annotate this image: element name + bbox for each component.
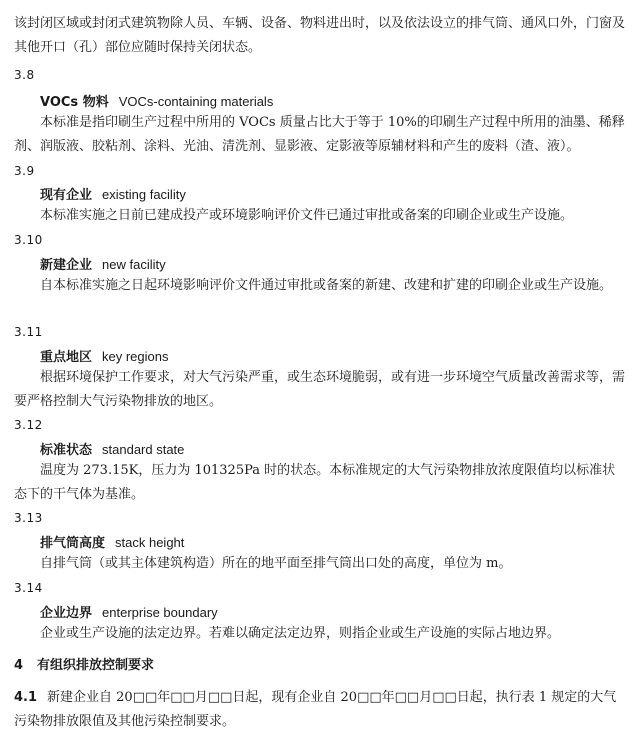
term-zh: VOCs 物料 [40,95,109,110]
term-en: standard state [102,442,185,457]
chapter-number: 4 [14,658,24,673]
term-zh: 企业边界 [40,606,93,621]
term-zh: 重点地区 [40,350,93,365]
term-definition: 企业或生产设施的法定边界。若难以确定法定边界，则指企业或生产设施的实际占地边界。 [40,626,561,641]
section-number: 3.14 [14,581,43,595]
term-zh: 现有企业 [40,188,93,203]
section-number: 3.9 [14,164,35,178]
section-number: 3.10 [14,233,43,247]
term-definition: 温度为 273.15K，压力为 101325Pa 时的状态。本标准规定的大气污染物排放浓度限值均以标准状态下的干气体为基准。 [14,463,616,502]
clause-paragraph [14,686,626,733]
term-definition: 本标准实施之日前已建成投产或环境影响评价文件已通过审批或备案的印刷企业或生产设施。 [40,208,574,223]
section-number: 3.13 [14,511,43,525]
term-zh: 排气筒高度 [40,536,106,551]
section-number: 3.8 [14,68,35,82]
term-heading [40,602,218,621]
term-definition: 本标准是指印刷生产过程中所用的 VOCs 质量占比大于等于 10%的印刷生产过程中所用的油墨、稀释剂、润版液、胶粘剂、涂料、光油、清洗剂、显影液、定影液等原辅材料和产生的废料（渣、液）。 [14,115,625,154]
term-heading [40,532,184,551]
term-heading [40,91,273,110]
term-heading [40,346,169,365]
clause-text: 新建企业自 20□□年□□月□□日起，现有企业自 20□□年□□月□□日起，执行表 1 规定的大气污染物排放限值及其他污染控制要求。 [14,690,617,729]
term-definition: 自排气筒（或其主体建筑构造）所在的地平面至排气筒出口处的高度，单位为 m。 [40,556,512,571]
clause-number: 4.1 [14,690,38,705]
chapter-title: 有组织排放控制要求 [37,658,155,673]
term-en: key regions [102,349,169,364]
term-zh: 新建企业 [40,258,93,273]
section-number: 3.11 [14,325,43,339]
term-en: enterprise boundary [102,605,218,620]
term-en: new facility [102,257,166,272]
intro-paragraph: 该封闭区域或封闭式建筑物除人员、车辆、设备、物料进出时，以及依法设立的排气筒、通风口外，门窗及其他开口（孔）部位应随时保持关闭状态。 [14,16,626,55]
term-en: stack height [115,535,185,550]
term-zh: 标准状态 [40,443,93,458]
section-number: 3.12 [14,418,43,432]
term-en: existing facility [102,187,186,202]
term-heading [40,184,186,203]
term-heading [40,254,166,273]
term-definition: 根据环境保护工作要求，对大气污染严重，或生态环境脆弱，或有进一步环境空气质量改善需求等，需要严格控制大气污染物排放的地区。 [14,370,626,409]
term-heading [40,439,184,458]
term-en: VOCs-containing materials [118,94,274,109]
term-definition: 自本标准实施之日起环境影响评价文件通过审批或备案的新建、改建和扩建的印刷企业或生产设施。 [40,278,613,293]
chapter-heading [14,654,154,673]
